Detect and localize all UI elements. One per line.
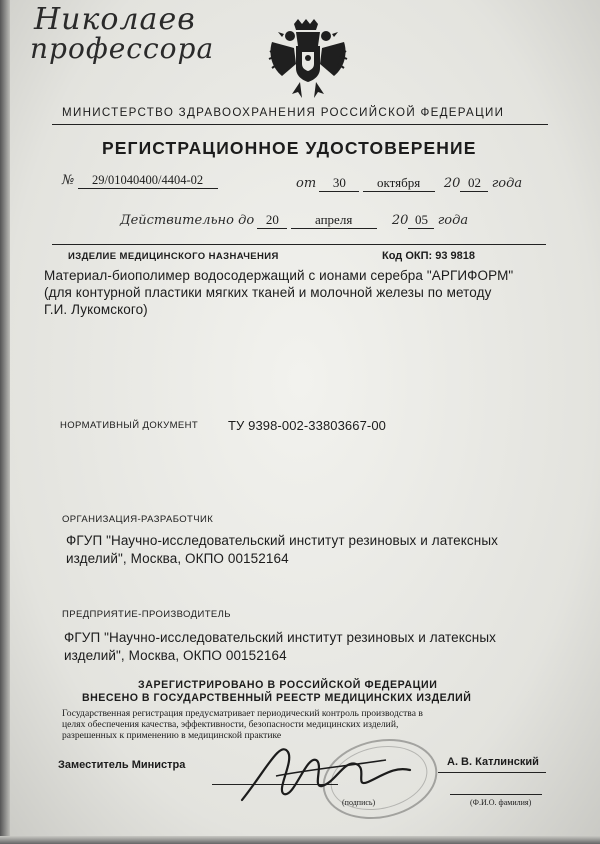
registration-year-suffix: 02 <box>460 175 488 192</box>
registration-year-prefix: 20 <box>443 176 461 191</box>
validity-year-prefix: 20 <box>391 213 409 228</box>
developer-line1: ФГУП "Научно-исследовательский институт резиновых и латексных <box>66 533 498 548</box>
ministry-name: МИНИСТЕРСТВО ЗДРАВООХРАНЕНИЯ РОССИЙСКОЙ ФЕДЕРАЦИИ <box>62 106 505 119</box>
validity-day: 20 <box>257 212 287 229</box>
signatory-name: А. В. Катлинский <box>447 756 539 768</box>
product-description-line3: Г.И. Лукомского) <box>44 302 148 317</box>
registration-month: октября <box>363 175 435 192</box>
document-title: РЕГИСТРАЦИОННОЕ УДОСТОВЕРЕНИЕ <box>102 138 477 158</box>
registration-number-row <box>62 172 218 189</box>
scan-edge-bottom <box>0 836 600 844</box>
registration-notice-line3: разрешенных к применению в медицинской практике <box>62 730 282 741</box>
normative-document-label: НОРМАТИВНЫЙ ДОКУМЕНТ <box>60 420 199 431</box>
header-rule-top <box>52 124 548 125</box>
product-description-line1: Материал-биополимер водосодержащий с ионами серебра "АРГИФОРМ" <box>44 268 514 283</box>
signature-caption: (подпись) <box>342 798 376 807</box>
registration-notice-line1: Государственная регистрация предусматривает периодический контроль производства в <box>62 708 423 719</box>
date-prefix: от <box>296 176 317 191</box>
handwritten-note-line1: Николаев <box>34 2 196 37</box>
validity-year-word: года <box>437 213 469 228</box>
registration-notice-line2: целях обеспечения качества, эффективности, безопасности медицинских изделий, <box>62 719 399 730</box>
registration-day: 30 <box>319 175 359 192</box>
signatory-position: Заместитель Министра <box>58 759 186 771</box>
registration-number: 29/01040400/4404-02 <box>78 173 218 189</box>
manufacturer-label: ПРЕДПРИЯТИЕ-ПРОИЗВОДИТЕЛЬ <box>62 609 231 620</box>
product-description-line2: (для контурной пластики мягких тканей и молочной железы по методу <box>44 285 492 300</box>
registration-date-row <box>296 175 522 192</box>
name-caption: (Ф.И.О. фамилия) <box>470 798 532 807</box>
double-headed-eagle-emblem-icon <box>266 18 350 100</box>
section-rule <box>52 244 546 245</box>
product-section-label: ИЗДЕЛИЕ МЕДИЦИНСКОГО НАЗНАЧЕНИЯ <box>68 251 279 262</box>
normative-document-value: ТУ 9398-002-33803667-00 <box>228 418 387 433</box>
registered-line1: ЗАРЕГИСТРИРОВАНО В РОССИЙСКОЙ ФЕДЕРАЦИИ <box>138 679 438 691</box>
name-line <box>438 772 546 773</box>
validity-row <box>120 212 468 229</box>
validity-label: Действительно до <box>120 213 255 228</box>
validity-month: апреля <box>291 212 377 229</box>
registered-line2: ВНЕСЕНО В ГОСУДАРСТВЕННЫЙ РЕЕСТР МЕДИЦИНСКИХ ИЗДЕЛИЙ <box>82 692 472 704</box>
number-label: № <box>62 173 75 188</box>
manufacturer-line2: изделий", Москва, ОКПО 00152164 <box>64 648 287 663</box>
handwritten-signature-icon <box>236 730 416 810</box>
developer-line2: изделий", Москва, ОКПО 00152164 <box>66 551 289 566</box>
okp-code: Код ОКП: 93 9818 <box>382 250 475 262</box>
validity-year-suffix: 05 <box>408 212 434 229</box>
scan-edge-left <box>0 0 10 844</box>
name-caption-line <box>450 794 542 795</box>
handwritten-note-line2: профессора <box>30 32 215 65</box>
developer-label: ОРГАНИЗАЦИЯ-РАЗРАБОТЧИК <box>62 514 214 525</box>
registration-year-word: года <box>491 176 523 191</box>
manufacturer-line1: ФГУП "Научно-исследовательский институт резиновых и латексных <box>64 630 496 645</box>
